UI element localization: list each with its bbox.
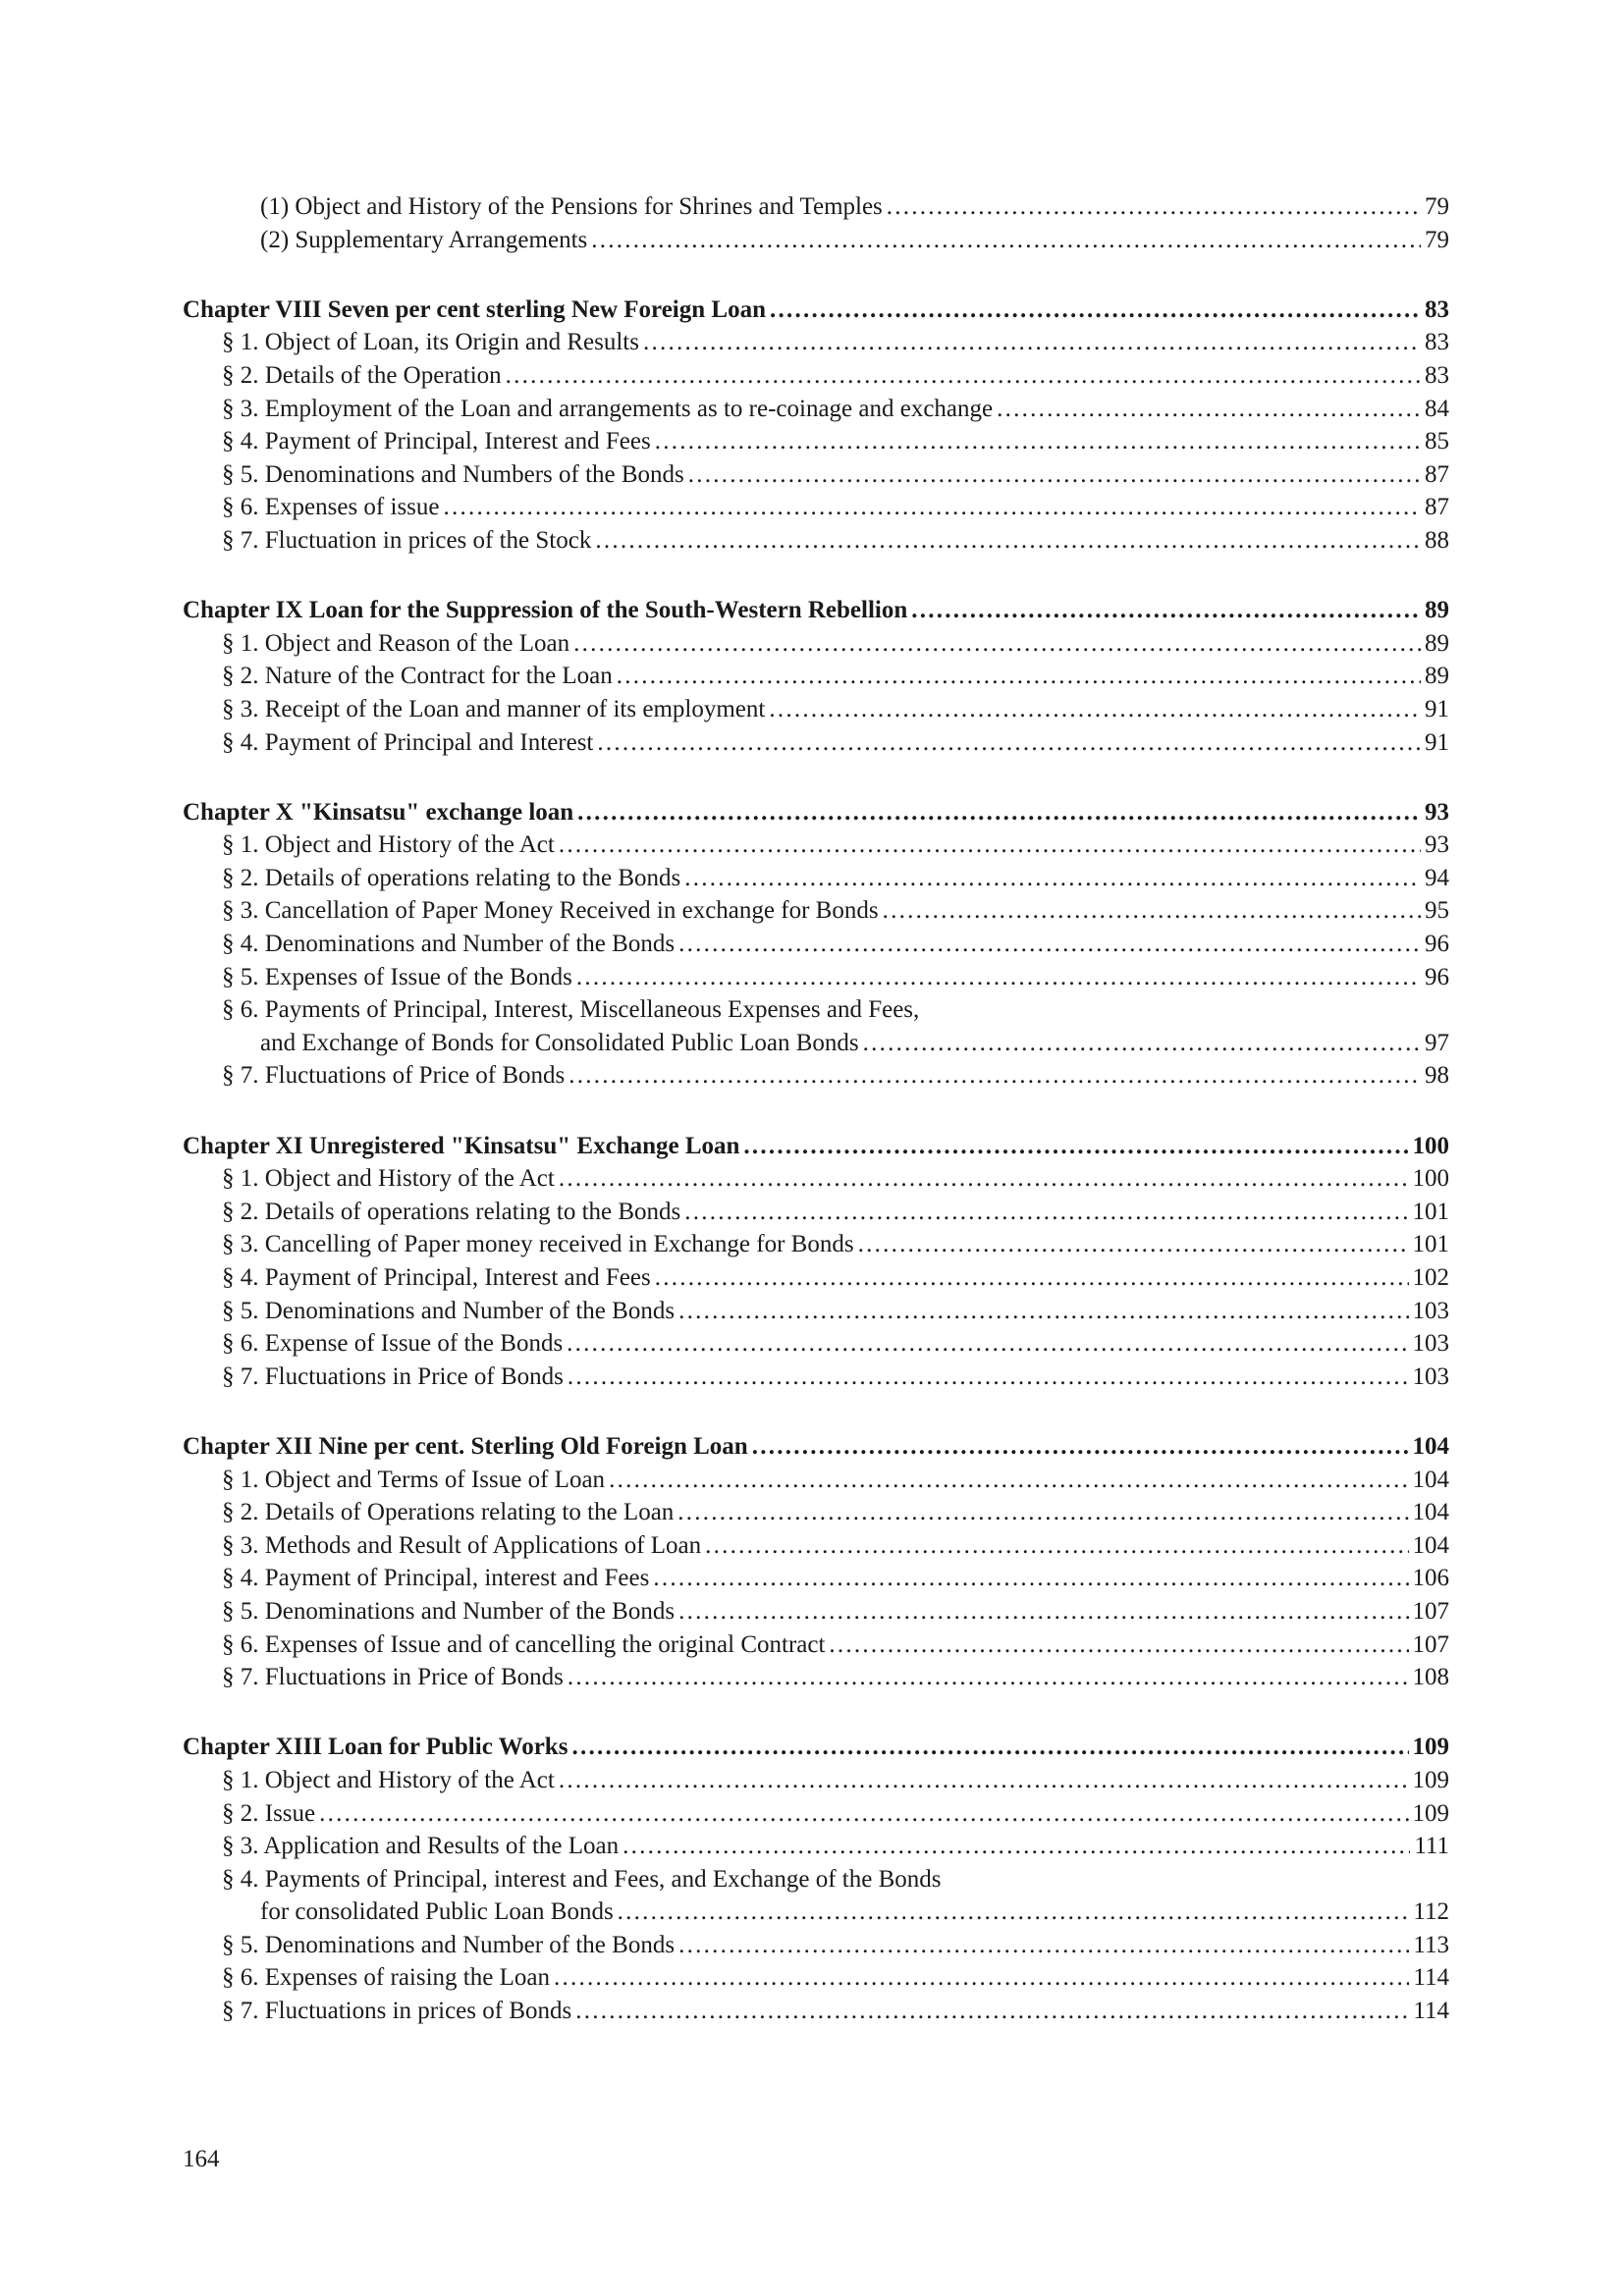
spacer: [183, 759, 1449, 796]
entry-page-number: 93: [1425, 798, 1449, 826]
dot-leader: [571, 1731, 1408, 1764]
entry-title: Chapter XII Nine per cent. Sterling Old Foreign Loan: [183, 1432, 748, 1460]
entry-title: § 7. Fluctuations in prices of Bonds: [222, 1998, 572, 2025]
dot-leader: [623, 1830, 1410, 1863]
dot-leader: [743, 1130, 1408, 1163]
entry-title: § 1. Object and Reason of the Loan: [222, 629, 570, 657]
dot-leader: [997, 393, 1421, 426]
spacer: [183, 1694, 1449, 1732]
entry-page-number: 107: [1412, 1630, 1449, 1658]
dot-leader: [653, 1562, 1408, 1595]
section-entry: [183, 326, 1449, 359]
dot-leader: [684, 1196, 1408, 1229]
section-entry: [183, 425, 1449, 458]
section-entry: [183, 961, 1449, 994]
entry-page-number: 104: [1412, 1531, 1449, 1559]
entry-title: Chapter VIII Seven per cent sterling New Foreign Loan: [183, 295, 766, 323]
entry-page-number: 97: [1425, 1029, 1449, 1056]
dot-leader: [573, 627, 1421, 661]
section-entry: [183, 862, 1449, 895]
entry-page-number: 96: [1425, 963, 1449, 990]
dot-leader: [769, 693, 1421, 726]
entry-page-number: 103: [1412, 1362, 1449, 1390]
chapter-heading: [183, 796, 1449, 829]
entry-title: § 2. Nature of the Contract for the Loan: [222, 663, 613, 690]
section-entry: [183, 1797, 1449, 1831]
entry-title: § 6. Expenses of issue: [222, 494, 440, 521]
section-entry: [183, 1995, 1449, 2028]
entry-page-number: 112: [1413, 1898, 1449, 1926]
dot-leader: [883, 894, 1421, 928]
toc-subentry: [183, 190, 1449, 224]
section-entry: [183, 1863, 1449, 1896]
entry-title: § 3. Methods and Result of Applications of Loan: [222, 1531, 702, 1559]
section-entry: [183, 1196, 1449, 1229]
entry-page-number: 79: [1425, 226, 1449, 253]
dot-leader: [591, 224, 1421, 257]
entry-title: Chapter XI Unregistered "Kinsatsu" Exchange Loan: [183, 1132, 740, 1159]
entry-title: § 4. Payment of Principal, interest and Fees: [222, 1565, 650, 1592]
entry-page-number: 114: [1413, 1998, 1449, 2025]
section-entry: [183, 660, 1449, 693]
entry-page-number: 103: [1412, 1330, 1449, 1358]
entry-page-number: 106: [1412, 1565, 1449, 1592]
section-entry: [183, 1961, 1449, 1995]
dot-leader: [444, 491, 1422, 524]
entry-title: § 2. Details of operations relating to the Bonds: [222, 1198, 681, 1225]
dot-leader: [576, 961, 1421, 994]
entry-page-number: 89: [1425, 663, 1449, 690]
entry-page-number: 104: [1412, 1499, 1449, 1526]
section-entry: [183, 1261, 1449, 1295]
section-entry: [183, 1228, 1449, 1261]
entry-title: § 4. Payments of Principal, interest and Fees, and Exchange of the Bonds: [222, 1865, 942, 1893]
entry-title: § 6. Expenses of Issue and of cancelling the original Contract: [222, 1630, 826, 1658]
entry-title: § 7. Fluctuations of Price of Bonds: [222, 1062, 566, 1090]
section-entry: [183, 1295, 1449, 1328]
dot-leader: [887, 190, 1421, 224]
dot-leader: [858, 1228, 1409, 1261]
entry-title: § 4. Denominations and Number of the Bonds: [222, 931, 676, 958]
dot-leader: [677, 1496, 1408, 1529]
dot-leader: [559, 1162, 1409, 1196]
entry-title: § 1. Object and History of the Act: [222, 1766, 555, 1793]
toc-subentry: [183, 224, 1449, 257]
dot-leader: [568, 1661, 1409, 1694]
entry-title: § 6. Expenses of raising the Loan: [222, 1964, 550, 1992]
entry-page-number: 95: [1425, 897, 1449, 925]
entry-title: § 6. Expense of Issue of the Bonds: [222, 1330, 564, 1358]
entry-page-number: 83: [1425, 329, 1449, 356]
entry-page-number: 111: [1414, 1833, 1449, 1860]
section-entry: [183, 894, 1449, 928]
section-entry: [183, 627, 1449, 661]
entry-title: and Exchange of Bonds for Consolidated Public Loan Bonds: [260, 1029, 859, 1056]
entry-title: § 7. Fluctuation in prices of the Stock: [222, 526, 592, 554]
section-entry: [183, 393, 1449, 426]
dot-leader: [829, 1629, 1408, 1662]
section-entry: [183, 1496, 1449, 1529]
entry-title: § 5. Expenses of Issue of the Bonds: [222, 963, 572, 990]
entry-title: § 2. Issue: [222, 1799, 316, 1827]
dot-leader: [655, 1261, 1409, 1295]
section-entry: [183, 1529, 1449, 1563]
entry-page-number: 109: [1412, 1734, 1449, 1761]
section-entry: [183, 1661, 1449, 1694]
dot-leader: [643, 326, 1421, 359]
entry-page-number: 85: [1425, 428, 1449, 455]
entry-title: § 1. Object of Loan, its Origin and Results: [222, 329, 639, 356]
section-entry: [183, 828, 1449, 862]
entry-title: § 2. Details of operations relating to the Bonds: [222, 864, 681, 891]
entry-page-number: 104: [1412, 1466, 1449, 1493]
dot-leader: [575, 1995, 1409, 2028]
section-entry: [183, 993, 1449, 1027]
dot-leader: [568, 1361, 1409, 1394]
entry-page-number: 84: [1425, 395, 1449, 422]
entry-title: (2) Supplementary Arrangements: [260, 226, 588, 253]
entry-page-number: 102: [1412, 1264, 1449, 1291]
entry-title: § 2. Details of Operations relating to the Loan: [222, 1499, 675, 1526]
section-entry: [183, 693, 1449, 726]
entry-title: § 1. Object and History of the Act: [222, 831, 555, 859]
entry-title: § 6. Payments of Principal, Interest, Miscellaneous Expenses and Fees,: [222, 996, 920, 1024]
section-entry: [183, 1764, 1449, 1797]
spacer: [183, 1093, 1449, 1130]
entry-page-number: 89: [1425, 629, 1449, 657]
section-entry: [183, 726, 1449, 760]
entry-title: § 3. Receipt of the Loan and manner of its employment: [222, 695, 766, 722]
entry-page-number: 109: [1412, 1766, 1449, 1793]
section-entry: [183, 1830, 1449, 1863]
entry-page-number: 79: [1425, 193, 1449, 220]
entry-page-number: 107: [1412, 1597, 1449, 1625]
entry-page-number: 104: [1412, 1432, 1449, 1460]
entry-title: § 7. Fluctuations in Price of Bonds: [222, 1664, 564, 1691]
section-entry: [183, 1059, 1449, 1093]
dot-leader: [688, 458, 1421, 492]
section-entry: [183, 458, 1449, 492]
dot-leader: [752, 1430, 1409, 1464]
dot-leader: [617, 660, 1421, 693]
dot-leader: [559, 828, 1421, 862]
spacer: [183, 256, 1449, 294]
dot-leader: [597, 726, 1421, 760]
entry-page-number: 114: [1413, 1964, 1449, 1992]
entry-page-number: 109: [1412, 1799, 1449, 1827]
entry-page-number: 101: [1412, 1198, 1449, 1225]
entry-title: § 4. Payment of Principal and Interest: [222, 728, 594, 756]
section-entry: [183, 1361, 1449, 1394]
entry-title: § 5. Denominations and Number of the Bonds: [222, 1297, 676, 1324]
entry-page-number: 88: [1425, 526, 1449, 554]
entry-page-number: 87: [1425, 494, 1449, 521]
entry-title: § 3. Cancelling of Paper money received in Exchange for Bonds: [222, 1231, 854, 1258]
entry-title: § 5. Denominations and Number of the Bonds: [222, 1597, 676, 1625]
section-entry: [183, 1162, 1449, 1196]
entry-page-number: 91: [1425, 728, 1449, 756]
section-entry: [183, 1629, 1449, 1662]
spacer: [183, 1393, 1449, 1430]
entry-title: § 3. Employment of the Loan and arrangements as to re-coinage and exchange: [222, 395, 994, 422]
entry-title: Chapter X "Kinsatsu" exchange loan: [183, 798, 574, 826]
entry-title: for consolidated Public Loan Bonds: [260, 1898, 614, 1926]
section-entry: [183, 1562, 1449, 1595]
dot-leader: [678, 1295, 1408, 1328]
entry-page-number: 91: [1425, 695, 1449, 722]
section-entry: [183, 1595, 1449, 1629]
dot-leader: [568, 1059, 1421, 1093]
entry-page-number: 83: [1425, 295, 1449, 323]
entry-title: § 1. Object and Terms of Issue of Loan: [222, 1466, 606, 1493]
section-entry-continuation: [183, 1896, 1449, 1929]
entry-page-number: 103: [1412, 1297, 1449, 1324]
dot-leader: [554, 1961, 1409, 1995]
entry-page-number: 108: [1412, 1664, 1449, 1691]
chapter-heading: [183, 294, 1449, 327]
entry-title: § 4. Payment of Principal, Interest and Fees: [222, 1264, 651, 1291]
entry-page-number: 113: [1413, 1931, 1449, 1958]
spacer: [183, 558, 1449, 595]
dot-leader: [655, 425, 1421, 458]
entry-page-number: 87: [1425, 460, 1449, 488]
entry-page-number: 101: [1412, 1231, 1449, 1258]
dot-leader: [319, 1797, 1408, 1831]
entry-page-number: 100: [1412, 1165, 1449, 1193]
section-entry-continuation: [183, 1027, 1449, 1060]
dot-leader: [618, 1896, 1410, 1929]
entry-title: § 5. Denominations and Number of the Bonds: [222, 1931, 676, 1958]
section-entry: [183, 1464, 1449, 1497]
entry-title: Chapter IX Loan for the Suppression of the South-Western Rebellion: [183, 597, 908, 624]
entry-page-number: 89: [1425, 597, 1449, 624]
section-entry: [183, 524, 1449, 558]
entry-page-number: 93: [1425, 831, 1449, 859]
entry-page-number: 96: [1425, 931, 1449, 958]
dot-leader: [705, 1529, 1408, 1563]
table-of-contents: [183, 190, 1449, 2028]
dot-leader: [506, 359, 1421, 393]
dot-leader: [678, 1929, 1409, 1962]
dot-leader: [559, 1764, 1409, 1797]
section-entry: [183, 1327, 1449, 1361]
entry-title: (1) Object and History of the Pensions for Shrines and Temples: [260, 193, 883, 220]
chapter-heading: [183, 594, 1449, 627]
entry-page-number: 100: [1412, 1132, 1449, 1159]
section-entry: [183, 1929, 1449, 1962]
dot-leader: [577, 796, 1421, 829]
dot-leader: [770, 294, 1421, 327]
dot-leader: [863, 1027, 1421, 1060]
entry-page-number: 98: [1425, 1062, 1449, 1090]
dot-leader: [678, 928, 1421, 961]
dot-leader: [567, 1327, 1408, 1361]
chapter-heading: [183, 1430, 1449, 1464]
entry-title: § 3. Cancellation of Paper Money Received in exchange for Bonds: [222, 897, 879, 925]
dot-leader: [609, 1464, 1408, 1497]
section-entry: [183, 928, 1449, 961]
entry-title: § 4. Payment of Principal, Interest and Fees: [222, 428, 651, 455]
chapter-heading: [183, 1130, 1449, 1163]
entry-title: § 5. Denominations and Numbers of the Bonds: [222, 460, 684, 488]
dot-leader: [678, 1595, 1408, 1629]
entry-title: Chapter XIII Loan for Public Works: [183, 1734, 568, 1761]
dot-leader: [595, 524, 1421, 558]
entry-page-number: 83: [1425, 361, 1449, 389]
page-number: 164: [183, 2146, 220, 2172]
entry-page-number: 94: [1425, 864, 1449, 891]
entry-title: § 3. Application and Results of the Loan: [222, 1833, 620, 1860]
entry-title: § 1. Object and History of the Act: [222, 1165, 555, 1193]
dot-leader: [911, 594, 1421, 627]
section-entry: [183, 491, 1449, 524]
section-entry: [183, 359, 1449, 393]
dot-leader: [684, 862, 1421, 895]
entry-title: § 2. Details of the Operation: [222, 361, 502, 389]
chapter-heading: [183, 1731, 1449, 1764]
entry-title: § 7. Fluctuations in Price of Bonds: [222, 1362, 564, 1390]
